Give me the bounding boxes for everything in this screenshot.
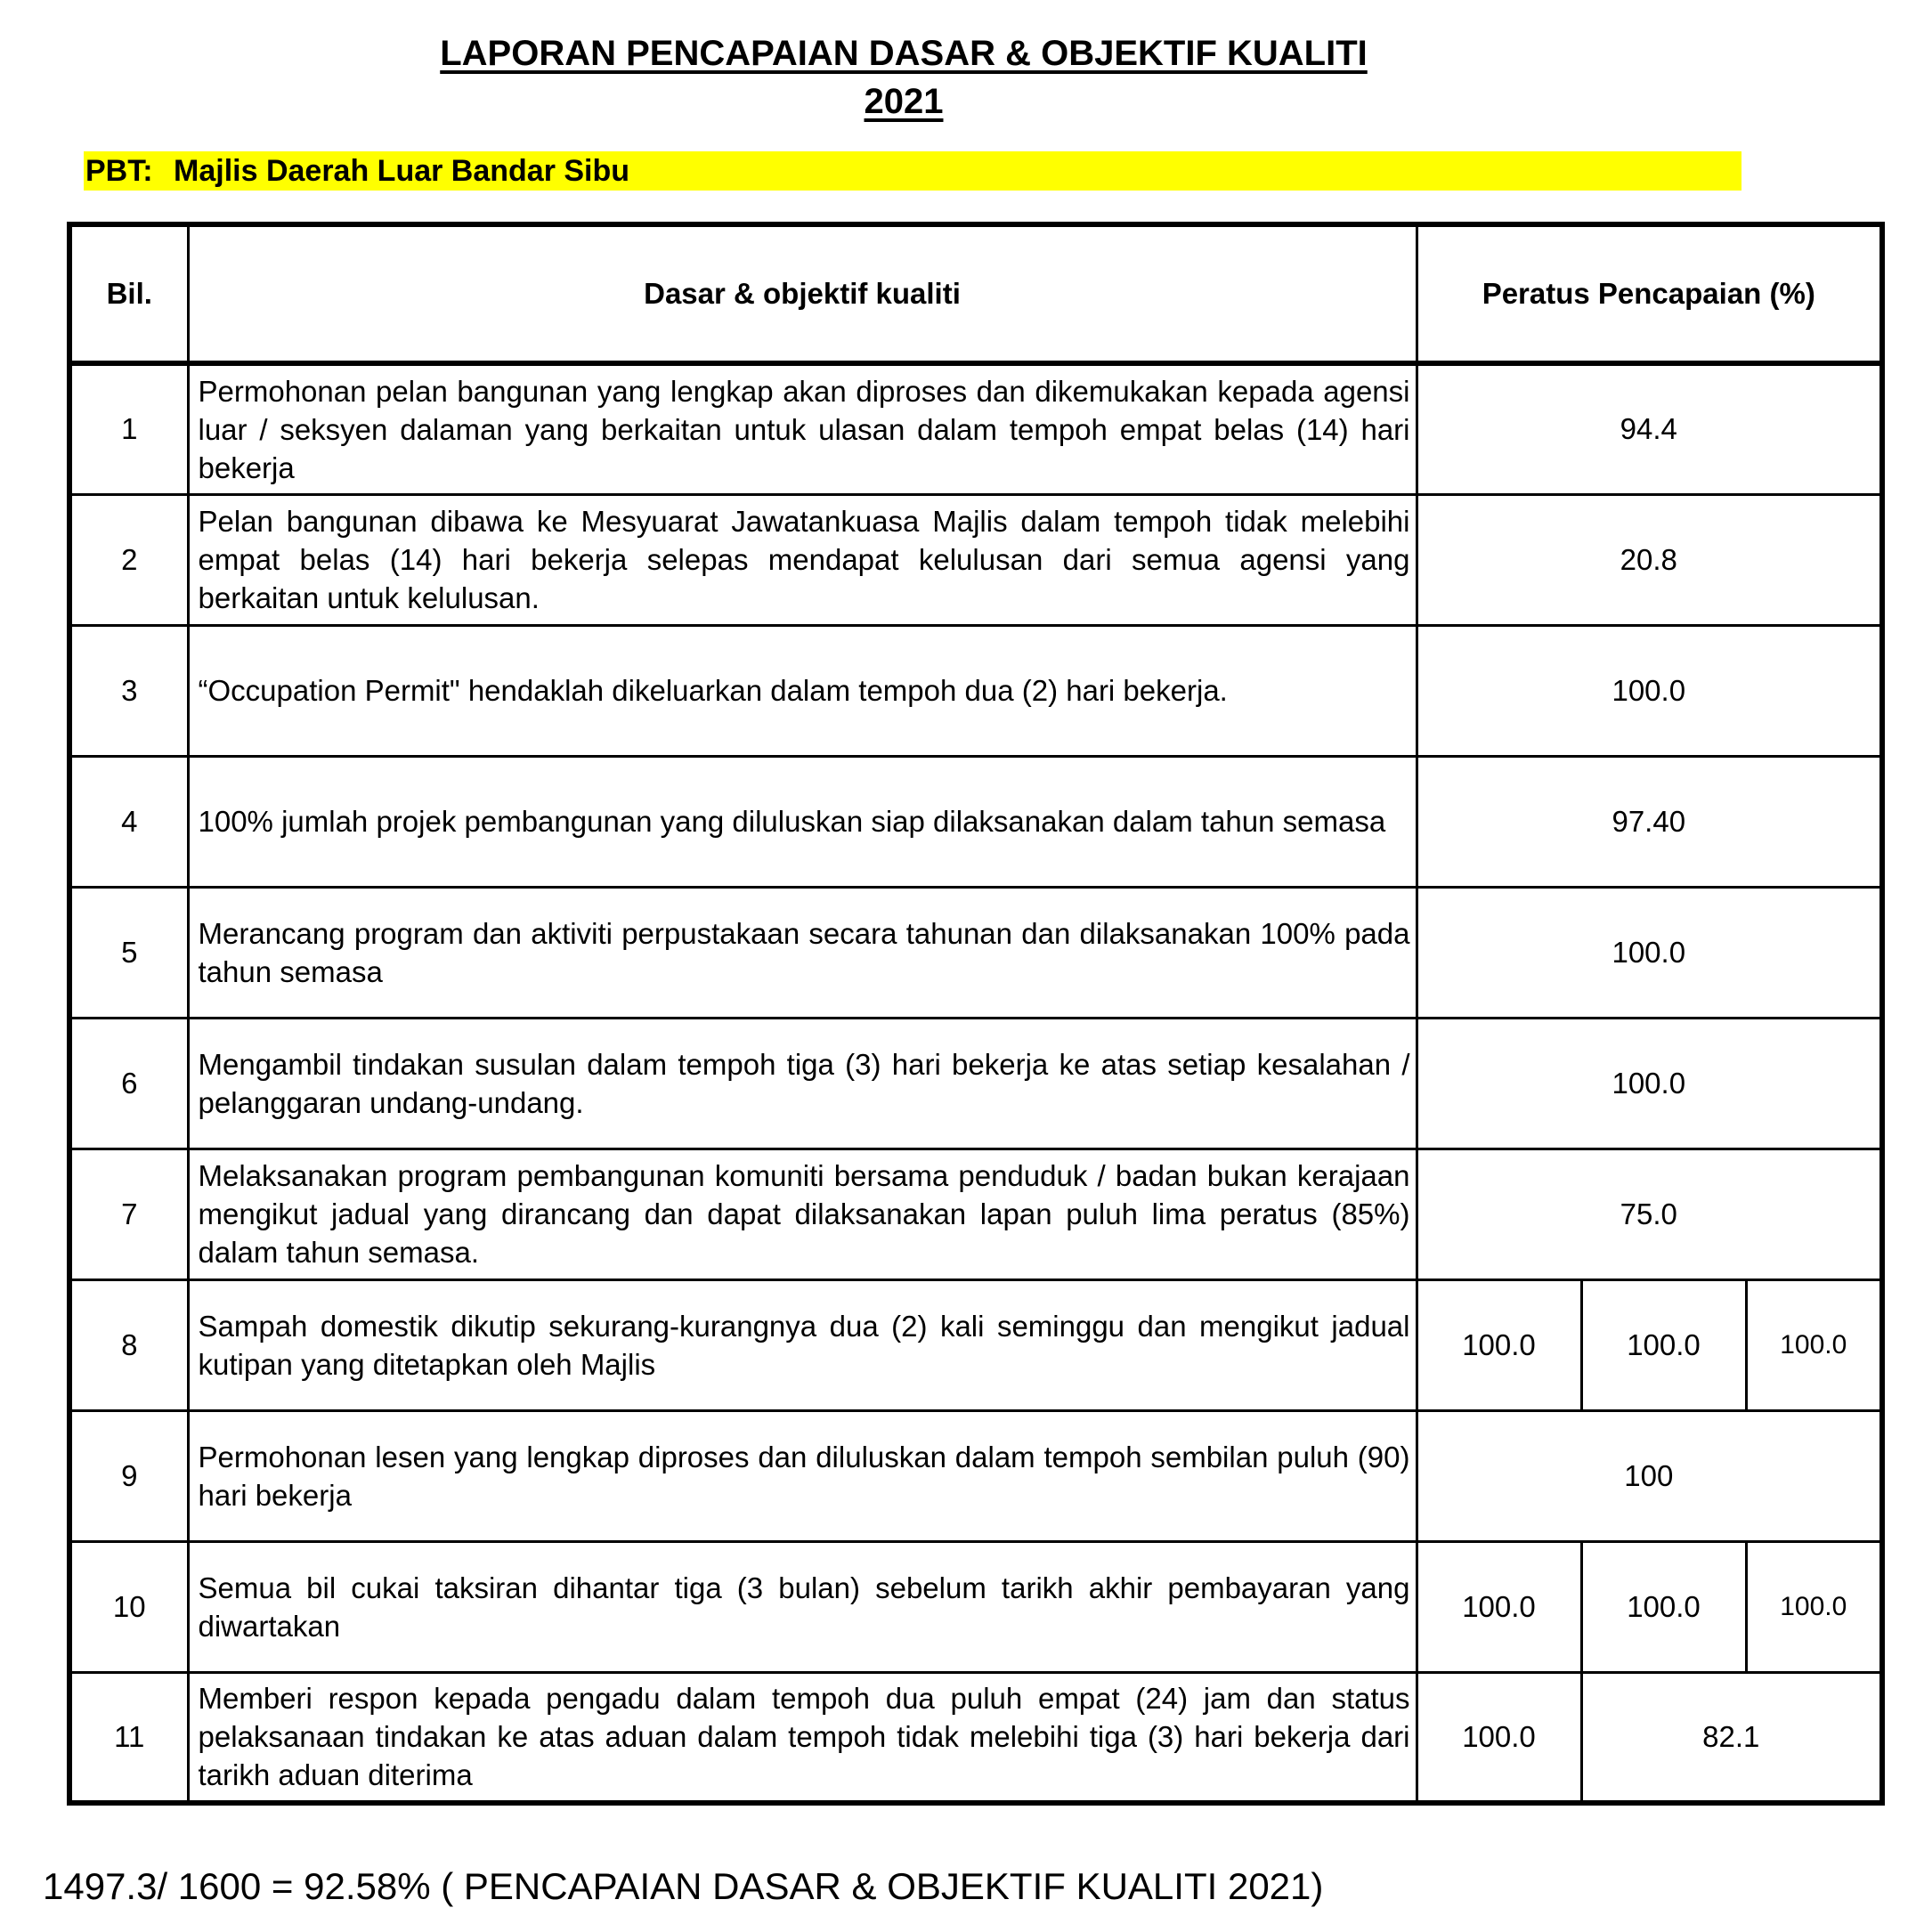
table-row (69, 1410, 1882, 1541)
row-percent: 100.0 (1417, 1279, 1581, 1410)
row-percent: 100.0 (1417, 625, 1882, 756)
table-row (69, 887, 1882, 1018)
table-row (69, 1149, 1882, 1279)
row-percent: 100.0 (1581, 1279, 1746, 1410)
row-number: 1 (69, 363, 188, 494)
report-year: 2021 (864, 82, 944, 121)
row-percent: 100 (1417, 1410, 1882, 1541)
row-number: 9 (69, 1410, 188, 1541)
row-percent: 100.0 (1746, 1279, 1882, 1410)
row-objective: Merancang program dan aktiviti perpustakaan secara tahunan dan dilaksanakan 100% pada tahun semasa (188, 887, 1417, 1018)
row-percent: 97.40 (1417, 756, 1882, 887)
table-row (69, 1279, 1882, 1410)
row-number: 5 (69, 887, 188, 1018)
row-objective: Pelan bangunan dibawa ke Mesyuarat Jawatankuasa Majlis dalam tempoh tidak melebihi empat belas (14) hari bekerja selepas mendapat kelulusan dari semua agensi yang berkaitan untuk kelulusan. (188, 494, 1417, 625)
report-title: LAPORAN PENCAPAIAN DASAR & OBJEKTIF KUALITI (440, 34, 1368, 73)
quality-objectives-table (67, 222, 1885, 1806)
row-objective: Melaksanakan program pembangunan komuniti bersama penduduk / badan bukan kerajaan mengikut jadual yang dirancang dan dapat dilaksanakan lapan puluh lima peratus (85%) dalam tahun semasa. (188, 1149, 1417, 1279)
pbt-label: PBT: (85, 154, 153, 188)
row-percent: 100.0 (1417, 1018, 1882, 1149)
row-percent: 100.0 (1581, 1541, 1746, 1672)
row-number: 7 (69, 1149, 188, 1279)
table-row (69, 363, 1882, 494)
header-bil: Bil. (69, 224, 188, 363)
row-objective: Memberi respon kepada pengadu dalam tempoh dua puluh empat (24) jam dan status pelaksanaan tindakan ke atas aduan dalam tempoh tidak melebihi tiga (3) hari bekerja dari tarikh aduan diterima (188, 1672, 1417, 1803)
row-percent: 75.0 (1417, 1149, 1882, 1279)
table-row (69, 625, 1882, 756)
table-row (69, 1672, 1882, 1803)
pbt-banner (84, 151, 1741, 191)
row-percent: 100.0 (1417, 1672, 1581, 1803)
pbt-value: Majlis Daerah Luar Bandar Sibu (174, 154, 630, 188)
row-objective: “Occupation Permit" hendaklah dikeluarkan dalam tempoh dua (2) hari bekerja. (188, 625, 1417, 756)
row-percent: 20.8 (1417, 494, 1882, 625)
row-number: 3 (69, 625, 188, 756)
row-objective: Semua bil cukai taksiran dihantar tiga (3 bulan) sebelum tarikh akhir pembayaran yang diwartakan (188, 1541, 1417, 1672)
row-objective: 100% jumlah projek pembangunan yang diluluskan siap dilaksanakan dalam tahun semasa (188, 756, 1417, 887)
row-objective: Permohonan lesen yang lengkap diproses dan diluluskan dalam tempoh sembilan puluh (90) hari bekerja (188, 1410, 1417, 1541)
row-percent: 100.0 (1417, 1541, 1581, 1672)
summary-line: 1497.3/ 1600 = 92.58% ( PENCAPAIAN DASAR & OBJEKTIF KUALITI 2021) (43, 1865, 1324, 1907)
row-number: 6 (69, 1018, 188, 1149)
table-row (69, 494, 1882, 625)
row-objective: Sampah domestik dikutip sekurang-kurangnya dua (2) kali seminggu dan mengikut jadual kutipan yang ditetapkan oleh Majlis (188, 1279, 1417, 1410)
row-number: 2 (69, 494, 188, 625)
header-percent: Peratus Pencapaian (%) (1417, 224, 1882, 363)
row-objective: Permohonan pelan bangunan yang lengkap akan diproses dan dikemukakan kepada agensi luar / seksyen dalaman yang berkaitan untuk ulasan dalam tempoh empat belas (14) hari bekerja (188, 363, 1417, 494)
row-number: 8 (69, 1279, 188, 1410)
table-row (69, 1541, 1882, 1672)
table-row (69, 756, 1882, 887)
row-objective: Mengambil tindakan susulan dalam tempoh tiga (3) hari bekerja ke atas setiap kesalahan / pelanggaran undang-undang. (188, 1018, 1417, 1149)
row-percent: 94.4 (1417, 363, 1882, 494)
row-percent: 100.0 (1417, 887, 1882, 1018)
row-number: 4 (69, 756, 188, 887)
row-number: 10 (69, 1541, 188, 1672)
header-objective: Dasar & objektif kualiti (188, 224, 1417, 363)
table-header-row (69, 224, 1882, 363)
table-row (69, 1018, 1882, 1149)
row-number: 11 (69, 1672, 188, 1803)
row-percent: 82.1 (1581, 1672, 1882, 1803)
row-percent: 100.0 (1746, 1541, 1882, 1672)
